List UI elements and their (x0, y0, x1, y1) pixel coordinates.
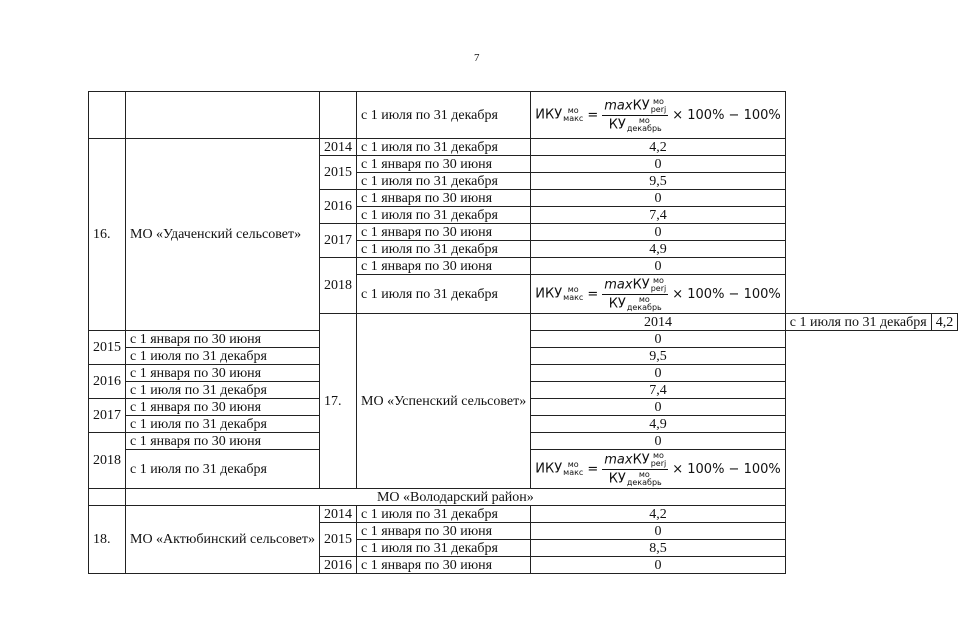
value-cell: 7,4 (531, 382, 785, 399)
year-cell: 2018 (320, 258, 357, 314)
period-cell: с 1 января по 30 июня (357, 523, 531, 540)
period-cell: с 1 июля по 31 декабря (357, 540, 531, 557)
entry-name-cell: МО «Успенский сельсовет» (357, 314, 531, 489)
formula-cell (531, 275, 785, 314)
entry-name-cell: МО «Удаченский сельсовет» (126, 139, 320, 331)
value-cell: 0 (531, 365, 785, 382)
value-cell: 0 (531, 557, 785, 574)
period-cell: с 1 июля по 31 декабря (126, 450, 320, 489)
value-cell: 7,4 (531, 207, 785, 224)
value-cell: 0 (531, 399, 785, 416)
value-cell: 9,5 (531, 348, 785, 365)
entry-number-cell (89, 92, 126, 139)
period-cell: с 1 января по 30 июня (126, 331, 320, 348)
value-cell: 4,9 (531, 241, 785, 258)
value-cell: 4,2 (531, 506, 785, 523)
value-cell: 0 (531, 258, 785, 275)
entry-name-cell (126, 92, 320, 139)
period-cell: с 1 июля по 31 декабря (357, 275, 531, 314)
year-cell: 2014 (320, 139, 357, 156)
period-cell: с 1 января по 30 июня (357, 557, 531, 574)
value-cell: 8,5 (531, 540, 785, 557)
period-cell: с 1 января по 30 июня (126, 365, 320, 382)
table-row (89, 92, 958, 139)
max-increase-formula: ИКУ мо макс = maxКУ мо perj КУ мо декабрь × 100% − 100% (535, 96, 781, 133)
value-cell: 0 (531, 433, 785, 450)
district-header: МО «Володарский район» (126, 489, 786, 506)
period-cell: с 1 июля по 31 декабря (357, 92, 531, 139)
entry-number-cell (89, 489, 126, 506)
period-cell: с 1 июля по 31 декабря (126, 382, 320, 399)
value-cell: 4,9 (531, 416, 785, 433)
period-cell: с 1 января по 30 июня (357, 224, 531, 241)
period-cell: с 1 июля по 31 декабря (126, 416, 320, 433)
year-cell (320, 92, 357, 139)
value-cell: 4,2 (931, 314, 958, 331)
max-increase-formula: ИКУ мо макс = maxКУ мо perj КУ мо декабрь × 100% − 100% (535, 450, 781, 487)
max-increase-formula: ИКУ мо макс = maxКУ мо perj КУ мо декабрь × 100% − 100% (535, 275, 781, 312)
value-cell: 4,2 (531, 139, 785, 156)
year-cell: 2016 (89, 365, 126, 399)
period-cell: с 1 июля по 31 декабря (357, 241, 531, 258)
year-cell: 2016 (320, 190, 357, 224)
value-cell: 9,5 (531, 173, 785, 190)
value-cell: 0 (531, 331, 785, 348)
year-cell: 2014 (320, 506, 357, 523)
tariff-table (88, 91, 958, 574)
entry-number-cell: 16. (89, 139, 126, 331)
year-cell: 2018 (89, 433, 126, 489)
value-cell: 0 (531, 156, 785, 173)
year-cell: 2015 (89, 331, 126, 365)
page-number: 7 (474, 52, 480, 64)
year-cell: 2014 (531, 314, 785, 331)
formula-cell (531, 450, 785, 489)
period-cell: с 1 января по 30 июня (357, 156, 531, 173)
entry-name-cell: МО «Актюбинский сельсовет» (126, 506, 320, 574)
period-cell: с 1 июля по 31 декабря (126, 348, 320, 365)
entry-number-cell: 18. (89, 506, 126, 574)
entry-number-cell: 17. (320, 314, 357, 489)
period-cell: с 1 июля по 31 декабря (357, 139, 531, 156)
period-cell: с 1 июля по 31 декабря (785, 314, 931, 331)
year-cell: 2015 (320, 523, 357, 557)
table-row (89, 506, 958, 523)
period-cell: с 1 января по 30 июня (126, 399, 320, 416)
period-cell: с 1 января по 30 июня (126, 433, 320, 450)
period-cell: с 1 июля по 31 декабря (357, 173, 531, 190)
year-cell: 2015 (320, 156, 357, 190)
year-cell: 2017 (89, 399, 126, 433)
period-cell: с 1 июля по 31 декабря (357, 506, 531, 523)
formula-cell (531, 92, 785, 139)
table-row (89, 489, 958, 506)
value-cell: 0 (531, 224, 785, 241)
year-cell: 2016 (320, 557, 357, 574)
year-cell: 2017 (320, 224, 357, 258)
period-cell: с 1 января по 30 июня (357, 190, 531, 207)
period-cell: с 1 января по 30 июня (357, 258, 531, 275)
value-cell: 0 (531, 523, 785, 540)
period-cell: с 1 июля по 31 декабря (357, 207, 531, 224)
table-row (89, 139, 958, 156)
value-cell: 0 (531, 190, 785, 207)
